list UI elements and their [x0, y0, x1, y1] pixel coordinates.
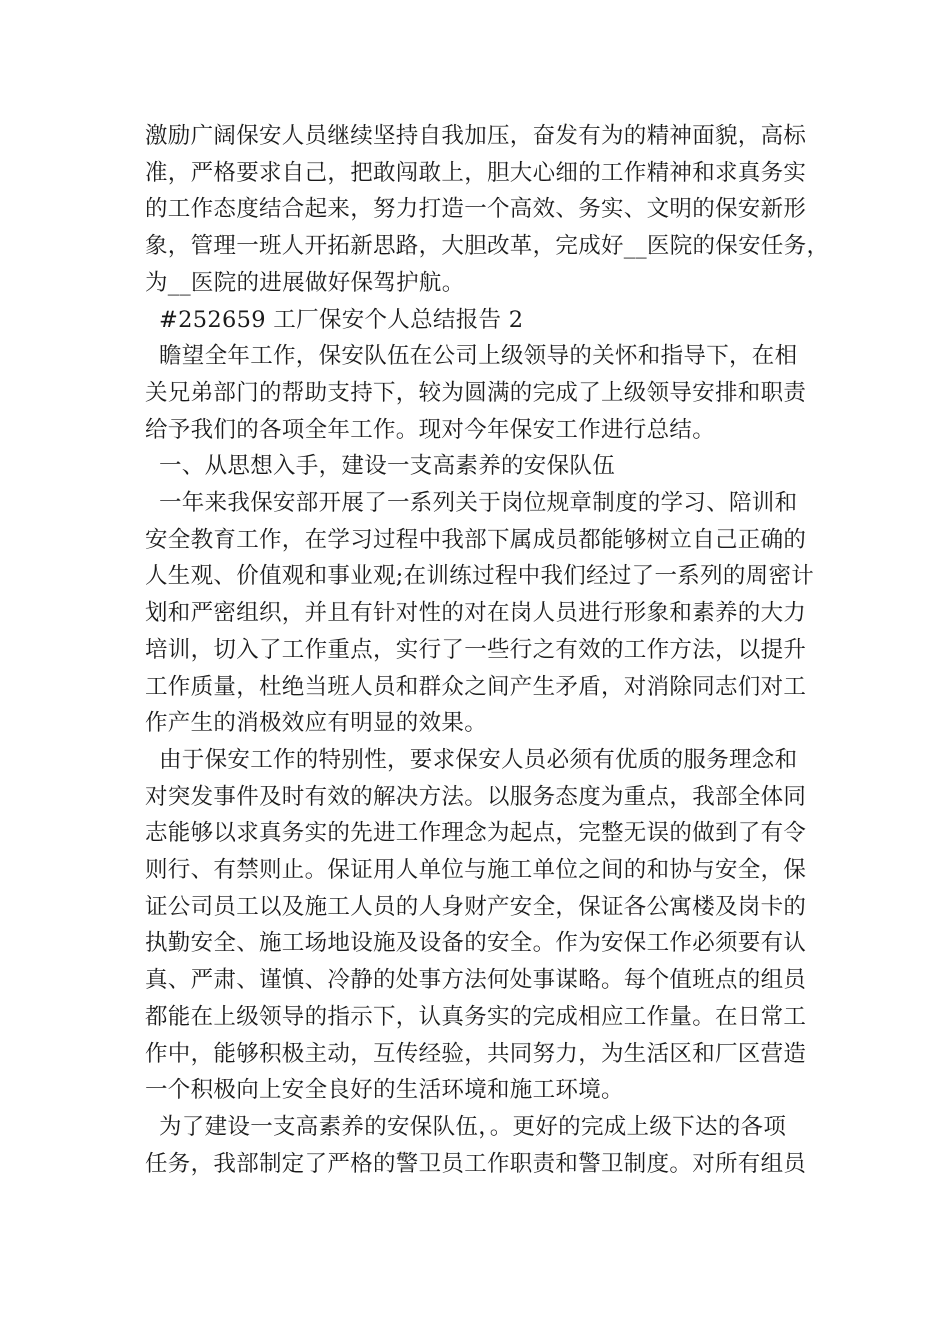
text-line: 对突发事件及时有效的解决方法。以服务态度为重点，我部全体同 [145, 783, 807, 810]
text-line: 证公司员工以及施工人员的人身财产安全，保证各公寓楼及岗卡的 [145, 893, 807, 920]
text-line: 任务，我部制定了严格的警卫员工作职责和警卫制度。对所有组员 [145, 1150, 807, 1177]
document-page [145, 118, 830, 1182]
text-line: 的工作态度结合起来，努力打造一个高效、务实、文明的保安新形 [145, 196, 807, 223]
text-line: 象，管理一班人开拓新思路，大胆改革，完成好__医院的保安任务， [145, 233, 830, 260]
subsection-heading: 一、从思想入手，建设一支高素养的安保队伍 [159, 453, 616, 480]
text-line: 真、严肃、谨慎、冷静的处事方法何处事谋略。每个值班点的组员 [145, 967, 807, 994]
text-line: 准，严格要求自己，把敢闯敢上，胆大心细的工作精神和求真务实 [145, 159, 807, 186]
paragraph-first-line: 瞻望全年工作，保安队伍在公司上级领导的关怀和指导下，在相 [159, 343, 798, 370]
text-line: 作产生的消极效应有明显的效果。 [145, 710, 488, 737]
paragraph-first-line: 由于保安工作的特别性，要求保安人员必须有优质的服务理念和 [159, 746, 798, 773]
text-line: 培训，切入了工作重点，实行了一些行之有效的工作方法，以提升 [145, 636, 807, 663]
text-line: 激励广阔保安人员继续坚持自我加压，奋发有为的精神面貌，高标 [145, 123, 807, 149]
text-line: 关兄弟部门的帮助支持下，较为圆满的完成了上级领导安排和职责 [145, 379, 807, 406]
text-line: 都能在上级领导的指示下，认真务实的完成相应工作量。在日常工 [145, 1003, 807, 1030]
paragraph-first-line: 为了建设一支高素养的安保队伍，。更好的完成上级下达的各项 [159, 1113, 787, 1140]
text-line: 执勤安全、施工场地设施及设备的安全。作为安保工作必须要有认 [145, 930, 807, 957]
text-line: 作中，能够积极主动，互传经验，共同努力，为生活区和厂区营造 [145, 1040, 807, 1067]
section-title: #252659 工厂保安个人总结报告 2 [159, 306, 524, 333]
text-line: 志能够以求真务实的先进工作理念为起点，完整无误的做到了有令 [145, 820, 807, 847]
text-line: 则行、有禁则止。保证用人单位与施工单位之间的和协与安全，保 [145, 857, 807, 884]
text-line: 工作质量，杜绝当班人员和群众之间产生矛盾，对消除同志们对工 [145, 673, 807, 700]
text-line: 划和严密组织，并且有针对性的对在岗人员进行形象和素养的大力 [145, 600, 807, 627]
text-line: 安全教育工作，在学习过程中我部下属成员都能够树立自己正确的 [145, 526, 807, 553]
paragraph-first-line: 一年来我保安部开展了一系列关于岗位规章制度的学习、陪训和 [159, 490, 798, 517]
text-line: 给予我们的各项全年工作。现对今年保安工作进行总结。 [145, 416, 716, 443]
text-line: 为__医院的进展做好保驾护航。 [145, 269, 465, 296]
text-line: 人生观、价值观和事业观;在训练过程中我们经过了一系列的周密计 [145, 563, 815, 590]
text-line: 一个积极向上安全良好的生活环境和施工环境。 [145, 1077, 624, 1104]
